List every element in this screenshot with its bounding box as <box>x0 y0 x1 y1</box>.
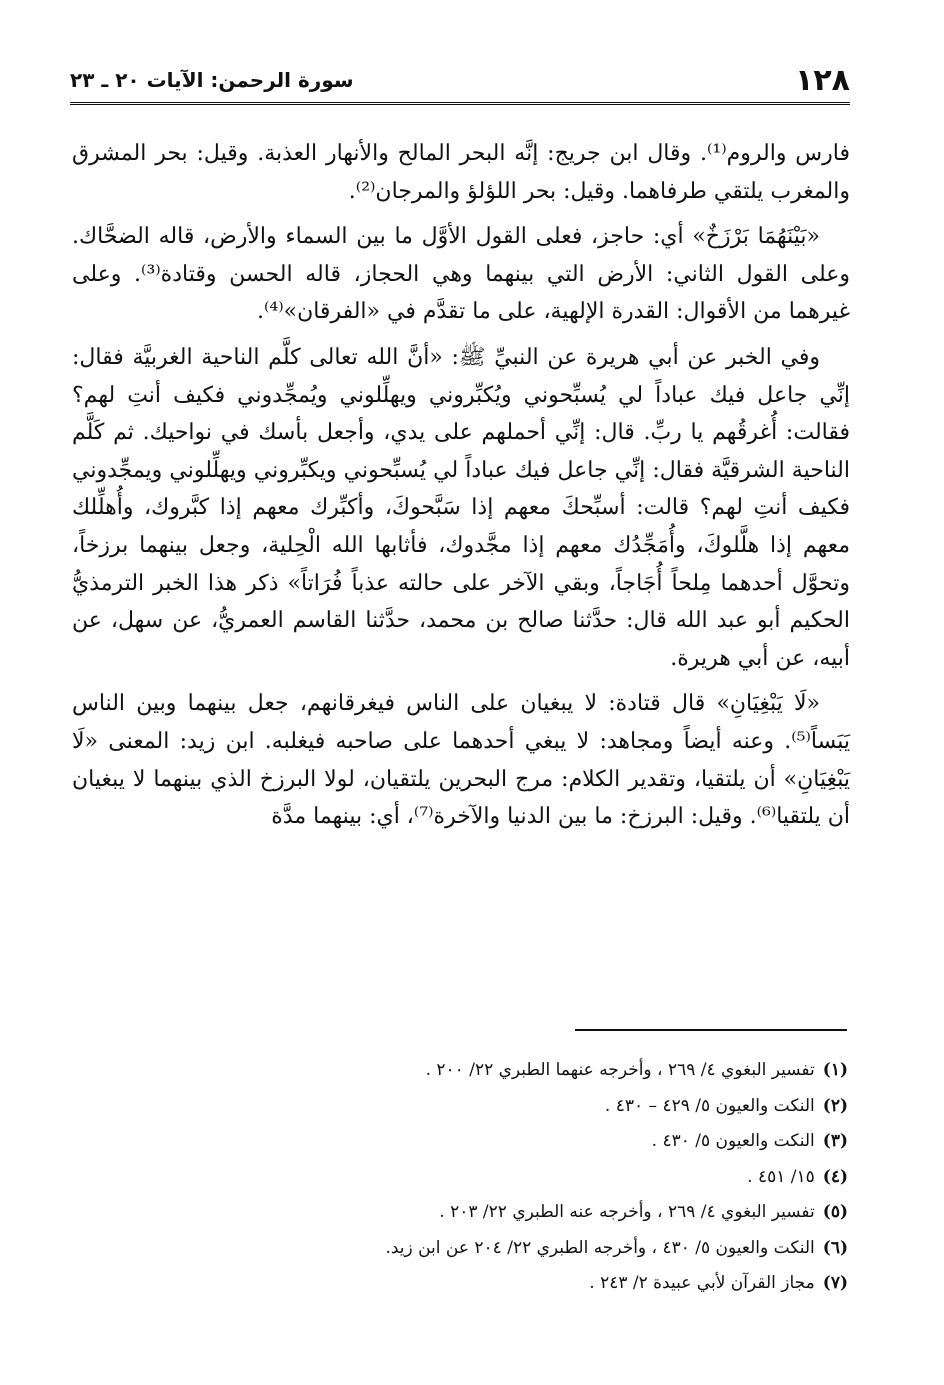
footnote-text: النكت والعيون ٥/ ٤٢٩ – ٤٣٠ . <box>604 1095 815 1116</box>
paragraph: «بَيْنَهُمَا بَرْزَخٌ» أي: حاجز، فعلى القول الأوَّل ما بين السماء والأرض، قاله الضحَّاك. وعلى القول الثاني: الأرض التي بينهما وهي الحجاز، قاله الحسن وقتادة⁽³⁾. وعلى غيرهما من الأقوال: القدرة الإلهية، على ما تقدَّم في «الفرقان»⁽⁴⁾. <box>72 224 850 325</box>
footnote <box>72 1160 848 1196</box>
footnote-number: (٥) <box>822 1202 848 1222</box>
footnotes <box>72 1053 848 1302</box>
footnote <box>72 1089 848 1125</box>
footnote-number: (٧) <box>822 1273 848 1293</box>
paragraph: «لَا يَبْغِيَانِ» قال قتادة: لا يبغيان على الناس فيغرقانهم، جعل بينهما وبين الناس يَبَساً⁽⁵⁾. وعنه أيضاً ومجاهد: لا يبغي أحدهما على صاحبه فيغلبه. ابن زيد: المعنى «لَا يَبْغِيَانِ» أن يلتقيا، وتقدير الكلام: مرج البحرين يلتقيان، لولا البرزخ الذي بينهما لا يبغيان أن يلتقيا⁽⁶⁾. وقيل: البرزخ: ما بين الدنيا والآخرة⁽⁷⁾، أي: بينهما مدَّة <box>72 691 850 830</box>
footnote-text: تفسير البغوي ٤/ ٢٦٩ ، وأخرجه عنه الطبري ٢٢/ ٢٠٣ . <box>439 1202 815 1222</box>
page-number: ١٢٨ <box>795 62 850 98</box>
footnote <box>72 1195 848 1231</box>
page-header <box>70 58 850 105</box>
footnote <box>72 1053 848 1089</box>
paragraph: وفي الخبر عن أبي هريرة عن النبيِّ ﷺ: «أنَّ الله تعالى كلَّم الناحية الغربيَّة فقال: إنِّي جاعل فيك عباداً لي يُسبِّحوني ويُكبِّروني ويهلِّلوني ويُمجِّدوني فكيف أنتِ لهم؟ فقالت: أُغرقُهم يا ربِّ. قال: إنِّي أحملهم على يدي، وأجعل بأسك في نواحيك. ثم كَلَّم الناحية الشرقيَّة فقال: إنِّي جاعل فيك عباداً لي يُسبِّحوني ويكبِّروني ويهلِّلوني ويمجِّدوني فكيف أنتِ لهم؟ قالت: أسبِّحكَ معهم إذا سَبَّحوكَ، وأكبِّرك معهم إذا كبَّروك، وأُهلِّلك معهم إذا هلَّلوكَ، وأُمَجِّدُك معهم إذا مجَّدوك، فأثابها الله الْحِلية، وجعل بينهما برزخاً، وتحوَّل أحدهما مِلحاً أُجَاجاً، وبقي الآخر على حالته عذباً فُرَاتاً» ذكر هذا الخبر الترمذيُّ الحكيم أبو عبد الله قال: حدَّثنا صالح بن محمد، حدَّثنا القاسم العمريُّ، عن سهل، عن أبيه، عن أبي هريرة. <box>72 344 850 671</box>
footnote-text: النكت والعيون ٥/ ٤٣٠ . <box>651 1131 815 1151</box>
footnote-text: مجاز القرآن لأبي عبيدة ٢/ ٢٤٣ . <box>589 1273 815 1293</box>
main-text <box>72 135 850 844</box>
running-head: سورة الرحمن: الآيات ٢٠ ـ ٢٣ <box>70 68 354 92</box>
footnote-text: ١٥/ ٤٥١ . <box>747 1166 815 1187</box>
footnote-divider <box>575 1029 847 1031</box>
footnote-number: (٣) <box>822 1131 848 1151</box>
footnote-number: (٤) <box>822 1166 848 1187</box>
footnote-text: تفسير البغوي ٤/ ٢٦٩ ، وأخرجه عنهما الطبري ٢٢/ ٢٠٠ . <box>425 1060 815 1080</box>
footnote-text: النكت والعيون ٥/ ٤٣٠ ، وأخرجه الطبري ٢٢/ ٢٠٤ عن ابن زيد. <box>385 1237 815 1258</box>
paragraph: فارس والروم⁽¹⁾. وقال ابن جريج: إنَّه البحر المالح والأنهار العذبة. وقيل: بحر المشرق والمغرب يلتقي طرفاهما. وقيل: بحر اللؤلؤ والمرجان⁽²⁾. <box>72 141 850 204</box>
footnote-number: (١) <box>822 1060 848 1080</box>
footnote-number: (٦) <box>822 1237 848 1258</box>
footnote <box>72 1124 848 1160</box>
footnote-number: (٢) <box>822 1095 848 1116</box>
footnote <box>72 1266 848 1302</box>
footnote <box>72 1231 848 1267</box>
